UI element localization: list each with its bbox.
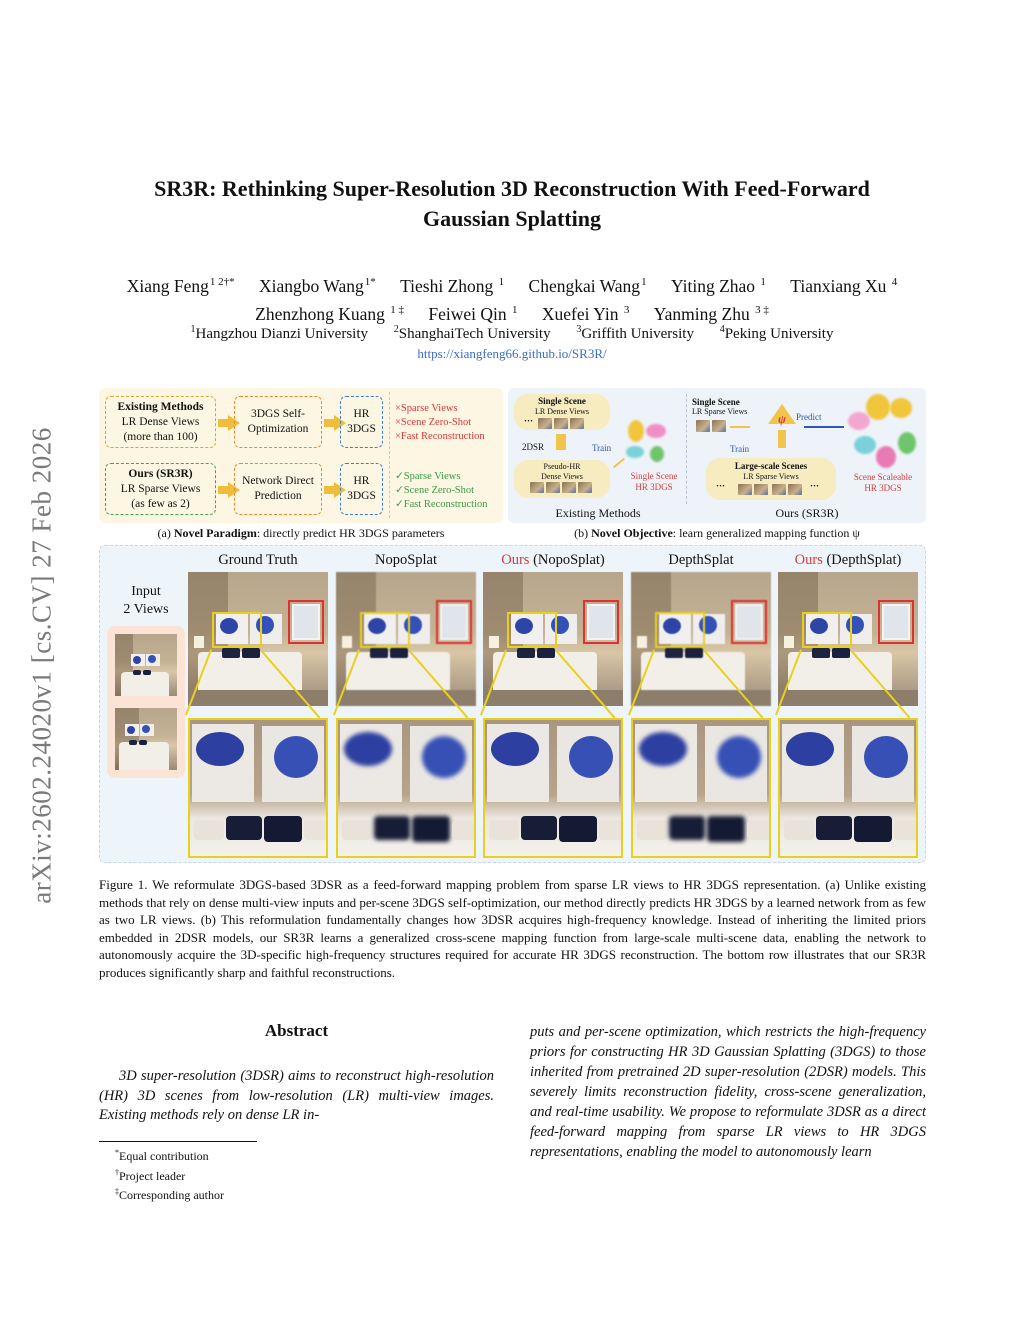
author: Xiangbo Wang$^{1*}$ — [259, 276, 376, 296]
negative-flags — [395, 402, 485, 444]
author: Chengkai Wang$^1$ — [528, 276, 647, 296]
hr-label: HR — [353, 475, 370, 487]
ours-input: LR Sparse Views — [120, 482, 201, 495]
column-label-ground-truth: Ground Truth — [218, 552, 298, 568]
author: Tieshi Zhong $^1$ — [400, 276, 505, 296]
zoom-crop-noposplat — [336, 718, 476, 858]
zoom-crop-depthsplat — [631, 718, 771, 858]
zoom-crop-ours-depthsplat — [778, 718, 918, 858]
hr-label: HR — [353, 408, 370, 420]
gaussian-blob — [628, 420, 644, 442]
arxiv-stamp — [24, 373, 60, 958]
up-arrow-icon — [778, 430, 786, 448]
input-label: Input 2 Views — [123, 584, 169, 617]
lr-sparse-label: LR Sparse Views — [743, 472, 799, 481]
footnote: ‡Corresponding author — [115, 1187, 224, 1202]
footnote-rule — [99, 1141, 257, 1142]
flag-item: ×Scene Zero-Shot — [395, 417, 472, 428]
affiliations — [100, 320, 924, 344]
title-line-2: Gaussian Splatting — [423, 206, 601, 231]
affiliation: $^3$Griffith University — [576, 324, 694, 342]
footnote: †Project leader — [115, 1167, 186, 1183]
author-list — [100, 270, 924, 326]
paper-title — [100, 174, 924, 234]
input-view-image — [115, 634, 177, 696]
author: Yiting Zhao $^1$ — [670, 276, 766, 296]
flag-item: ✓Scene Zero-Shot — [395, 485, 475, 496]
ours-count: (as few as 2) — [131, 497, 190, 510]
abstract-heading: Abstract — [264, 1021, 329, 1040]
divider — [686, 394, 687, 504]
2dsr-label: 2DSR — [522, 442, 545, 452]
large-scale-pill — [706, 458, 836, 500]
gaussian-blob — [854, 436, 876, 454]
ellipsis: ··· — [810, 481, 820, 491]
3dgs-label: 3DGS — [347, 423, 376, 435]
single-scene-label: Single Scene — [692, 397, 740, 407]
large-scale-label: Large-scale Scenes — [734, 461, 808, 471]
view-thumbnail — [554, 418, 568, 429]
view-thumbnail — [546, 482, 560, 493]
view-thumbnail — [712, 420, 726, 432]
psi-symbol: ψ — [778, 412, 787, 426]
zoom-crop-ground-truth — [188, 718, 328, 858]
gaussian-blob — [626, 446, 644, 458]
author: Yanming Zhu $^{3 \ddagger}$ — [653, 304, 769, 324]
ours-title: Ours (SR3R) — [128, 467, 193, 480]
existing-methods-count: (more than 100) — [123, 430, 198, 443]
view-thumbnail — [530, 482, 544, 493]
render-noposplat — [336, 572, 476, 706]
render-depthsplat — [631, 572, 771, 706]
gaussian-blob — [848, 412, 870, 430]
gaussian-blob — [646, 424, 666, 438]
existing-methods-title: Existing Methods — [117, 400, 204, 413]
network-prediction-box — [234, 463, 322, 515]
lr-dense-label: LR Dense Views — [534, 407, 590, 416]
render-ours-noposplat — [483, 572, 623, 706]
affiliation: $^4$Peking University — [719, 324, 834, 342]
view-thumbnail — [788, 484, 802, 495]
footnotes — [115, 1145, 224, 1204]
hr-3dgs-box-ours — [340, 463, 383, 515]
dense-views-label: Dense Views — [541, 472, 583, 481]
self-optimization-label: 3DGS Self-Optimization — [247, 408, 309, 435]
title-line-1: SR3R: Rethinking Super-Resolution 3D Reconstruction With Feed-Forward — [154, 176, 870, 201]
gaussian-blob — [650, 446, 664, 462]
author: Xiang Feng$^{1 2\dagger*}$ — [126, 276, 235, 296]
footnote: *Equal contribution — [115, 1148, 209, 1163]
panel-a-caption: (a) Novel Paradigm: directly predict HR 3DGS parameters — [157, 526, 445, 540]
self-optimization-box — [234, 396, 322, 448]
ours-box — [105, 463, 216, 515]
single-scene-hr-label: Single Scene HR 3DGS — [630, 471, 678, 492]
abstract-text-right: puts and per-scene optimization, which restricts the high-frequency priors for constructing HR 3D Gaussian Splatting (3DGS) to those inherited from pretrained 2D super-resolution (2DSR) models. This severely limits reconstruction fidelity, cross-scene generalization, and real-time usability. We propose to reformulate 3DSR as a direct feed-forward mapping from sparse LR views to HR 3DGS representations, enabling the model to autonomously learn — [530, 1024, 926, 1160]
panel-b-caption: (b) Novel Objective: learn generalized mapping function ψ — [574, 526, 860, 540]
existing-methods-box — [105, 396, 216, 448]
predict-label: Predict — [796, 412, 822, 422]
column-label-depthsplat: DepthSplat — [668, 552, 734, 568]
flag-item: ✓Fast Reconstruction — [395, 499, 488, 510]
authors-row-1 — [100, 270, 924, 298]
flag-item: ×Fast Reconstruction — [395, 431, 485, 442]
view-thumbnail — [538, 418, 552, 429]
lr-sparse-label: LR Sparse Views — [692, 407, 748, 416]
render-ours-depthsplat — [778, 572, 918, 706]
3dgs-label: 3DGS — [347, 490, 376, 502]
figure-caption: Figure 1. We reformulate 3DGS-based 3DSR as a feed-forward mapping problem from sparse LR views to HR 3DGS representation. (a) Unlike existing methods that rely on dense multi-view inputs and per-scene 3DGS self-optimization, our method directly predicts HR 3DGS by a learned network from as few as two LR views. (b) This reformulation fundamentally changes how 3DSR acquires high-frequency knowledge. Instead of inheriting the limited priors embedded in 2DSR models, our SR3R learns a generalized cross-scene mapping function from large-scale multi-scene data, enabling the network to autonomously acquire the 3D-specific high-frequency structures required for accurate HR 3DGS reconstruction. The bottom row illustrates that our SR3R produces significantly sharp and faithful reconstructions. — [99, 877, 926, 980]
input-view-image — [115, 708, 177, 770]
train-label: Train — [592, 443, 612, 453]
column-label-ours-depthsplat: Ours (DepthSplat) — [794, 552, 902, 568]
affiliation: $^2$ShanghaiTech University — [393, 324, 551, 342]
ours-sr3r-label: Ours (SR3R) — [775, 506, 839, 520]
arrow-icon — [730, 426, 750, 428]
ellipsis: ··· — [716, 481, 726, 491]
view-thumbnail — [562, 482, 576, 493]
flag-item: ×Sparse Views — [395, 403, 458, 414]
author: Zhenzhong Kuang $^{1 \ddagger}$ — [255, 304, 405, 324]
scene-scaleable-label: Scene Scaleable HR 3DGS — [853, 472, 913, 493]
network-prediction-label: Network Direct Prediction — [242, 475, 314, 502]
author: Tianxiang Xu $^4$ — [790, 276, 898, 296]
flag-item: ✓Sparse Views — [395, 471, 461, 482]
view-thumbnail — [696, 420, 710, 432]
gaussian-blob — [866, 394, 890, 420]
project-link[interactable]: https://xiangfeng66.github.io/SR3R/ — [417, 346, 607, 361]
affiliation: $^1$Hangzhou Dianzi University — [190, 324, 368, 342]
column-label-ours-noposplat: Ours (NopoSplat) — [501, 552, 605, 568]
author: Feiwei Qin $^1$ — [428, 304, 518, 324]
pseudo-hr-label: Pseudo-HR — [543, 462, 581, 471]
author: Xuefei Yin $^3$ — [541, 304, 630, 324]
positive-flags — [395, 470, 488, 512]
train-label: Train — [730, 444, 750, 454]
abstract-text-left: 3D super-resolution (3DSR) aims to reconstruct high-resolution (HR) 3D scenes from low-resolution (LR) multi-view images. Existing methods rely on dense LR in- — [99, 1068, 494, 1123]
view-thumbnail — [570, 418, 584, 429]
gaussian-blob — [876, 446, 896, 468]
view-thumbnail — [578, 482, 592, 493]
single-scene-label: Single Scene — [538, 396, 586, 406]
existing-methods-input: LR Dense Views — [121, 415, 200, 428]
zoom-crop-ours-noposplat — [483, 718, 623, 858]
view-thumbnail — [754, 484, 768, 495]
existing-methods-label: Existing Methods — [555, 506, 641, 520]
hr-3dgs-box-existing — [340, 396, 383, 448]
divider — [389, 392, 390, 518]
column-label-noposplat: NopoSplat — [374, 552, 438, 568]
view-thumbnail — [738, 484, 752, 495]
down-arrow-icon — [556, 434, 566, 450]
ellipsis: ··· — [524, 416, 534, 426]
gaussian-blob — [890, 398, 912, 418]
render-ground-truth — [188, 572, 328, 706]
predict-arrow-icon — [804, 426, 844, 428]
arxiv-id: arXiv:2602.24020v1 [cs.CV] 27 Feb 2026 — [26, 427, 57, 904]
view-thumbnail — [772, 484, 786, 495]
gaussian-blob — [898, 432, 916, 454]
